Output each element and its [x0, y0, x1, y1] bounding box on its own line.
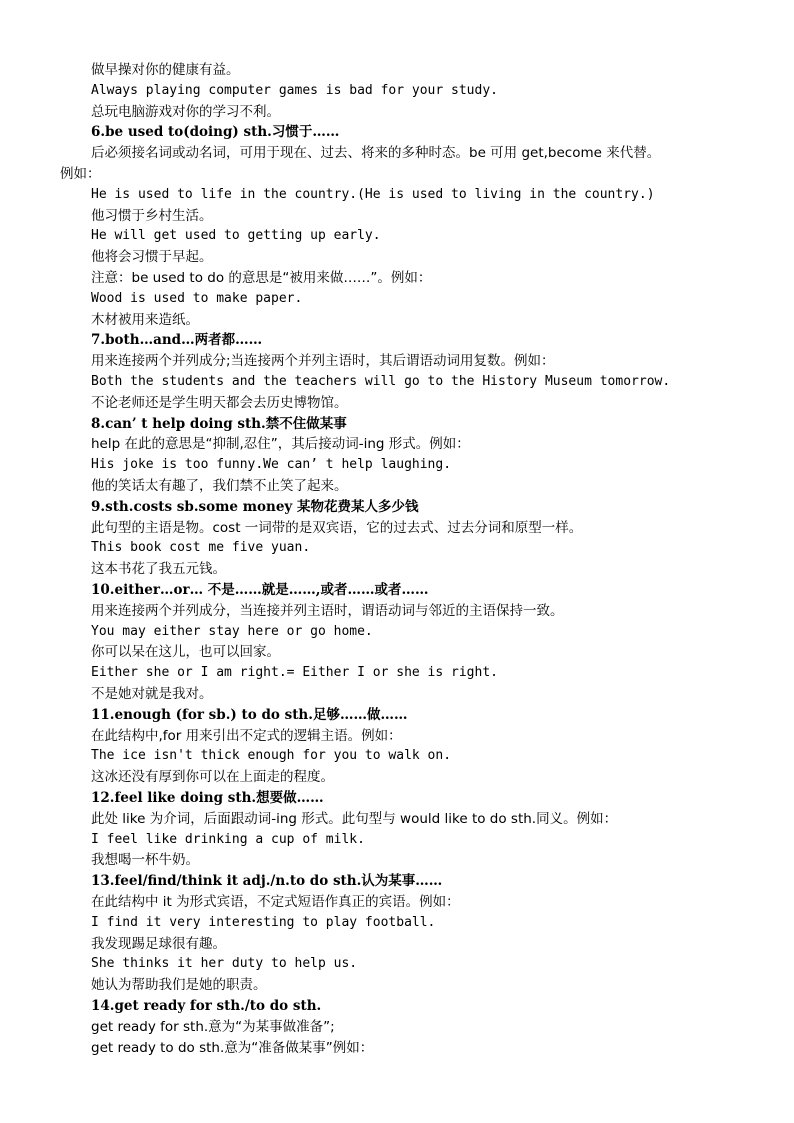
text-line: 总玩电脑游戏对你的学习不利。: [91, 103, 280, 120]
section-heading: 9.sth.costs sb.some money 某物花费某人多少钱: [91, 498, 419, 515]
text-line: 做早操对你的健康有益。: [91, 62, 240, 78]
english-example: The ice isn't thick enough for you to walk on.: [91, 748, 452, 764]
text-line: help 在此的意思是“抑制,忍住”，其后接动词-ing 形式。例如：: [91, 436, 470, 453]
text-line: 注意：be used to do 的意思是“被用来做……”。例如：: [91, 270, 432, 286]
english-example: Either she or I am right.= Either I or she is right.: [91, 665, 498, 681]
section-heading: 10.either…or… 不是……就是……,或者……或者……: [91, 582, 429, 598]
text-line: 用来连接两个并列成分;当连接两个并列主语时，其后谓语动词用复数。例如：: [91, 353, 555, 370]
text-line: 他将会习惯于早起。: [91, 249, 213, 266]
english-example: He is used to life in the country.(He is used to living in the country.): [91, 186, 655, 202]
text-line: 她认为帮助我们是她的职责。: [91, 977, 267, 994]
text-line: 用来连接两个并列成分，当连接并列主语时，谓语动词与邻近的主语保持一致。: [91, 602, 564, 619]
text-line: get ready for sth.意为“为某事做准备”;: [91, 1018, 335, 1035]
section-heading: 11.enough (for sb.) to do sth.足够……做……: [91, 706, 408, 723]
section-heading: 8.can’ t help doing sth.禁不住做某事: [91, 415, 347, 432]
english-example: His joke is too funny.We can’ t help laughing.: [91, 457, 452, 473]
section-heading: 6.be used to(doing) sth.习惯于……: [91, 124, 340, 141]
text-line: 不是她对就是我对。: [91, 686, 213, 702]
text-line: 我想喝一杯牛奶。: [91, 852, 199, 869]
text-line: 在此结构中,for 用来引出不定式的逻辑主语。例如：: [91, 727, 402, 744]
english-example: You may either stay here or go home.: [91, 623, 373, 639]
text-line: get ready to do sth.意为“准备做某事”例如：: [91, 1039, 374, 1056]
text-line: 他习惯于乡村生活。: [91, 207, 213, 224]
text-line: 我发现踢足球很有趣。: [91, 935, 226, 952]
section-heading: 13.feel/find/think it adj./n.to do sth.认为某事……: [91, 873, 443, 890]
english-example: I find it very interesting to play football.: [91, 914, 436, 930]
section-heading: 12.feel like doing sth.想要做……: [91, 790, 324, 806]
english-example: Always playing computer games is bad for your study.: [91, 82, 498, 98]
english-example: Both the students and the teachers will go to the History Museum tomorrow.: [91, 374, 671, 389]
text-line: 在此结构中 it 为形式宾语，不定式短语作真正的宾语。例如：: [91, 894, 460, 910]
english-example: She thinks it her duty to help us.: [91, 956, 358, 972]
text-line: 例如：: [60, 166, 101, 182]
english-example: This book cost me five yuan.: [91, 540, 311, 556]
text-line: 此处 like 为介词，后面跟动词-ing 形式。此句型与 would like to do sth.同义。例如：: [91, 810, 618, 827]
text-line: 这冰还没有厚到你可以在上面走的程度。: [91, 769, 334, 786]
english-example: I feel like drinking a cup of milk.: [91, 831, 365, 847]
text-line: 此句型的主语是物。cost 一词带的是双宾语，它的过去式、过去分词和原型一样。: [91, 519, 583, 536]
section-heading: 14.get ready for sth./to do sth.: [91, 998, 322, 1014]
section-heading: 7.both…and…两者都……: [91, 332, 263, 349]
english-example: He will get used to getting up early.: [91, 228, 381, 244]
text-line: 不论老师还是学生明天都会去历史博物馆。: [91, 394, 348, 411]
text-line: 他的笑话太有趣了，我们禁不止笑了起来。: [91, 478, 348, 494]
text-line: 你可以呆在这儿，也可以回家。: [91, 644, 280, 661]
text-line: 木材被用来造纸。: [91, 311, 199, 328]
text-line: 后必须接名词或动名词，可用于现在、过去、将来的多种时态。be 可用 get,become 来代替。: [91, 145, 661, 162]
text-line: 这本书花了我五元钱。: [91, 561, 226, 578]
english-example: Wood is used to make paper.: [91, 290, 303, 306]
